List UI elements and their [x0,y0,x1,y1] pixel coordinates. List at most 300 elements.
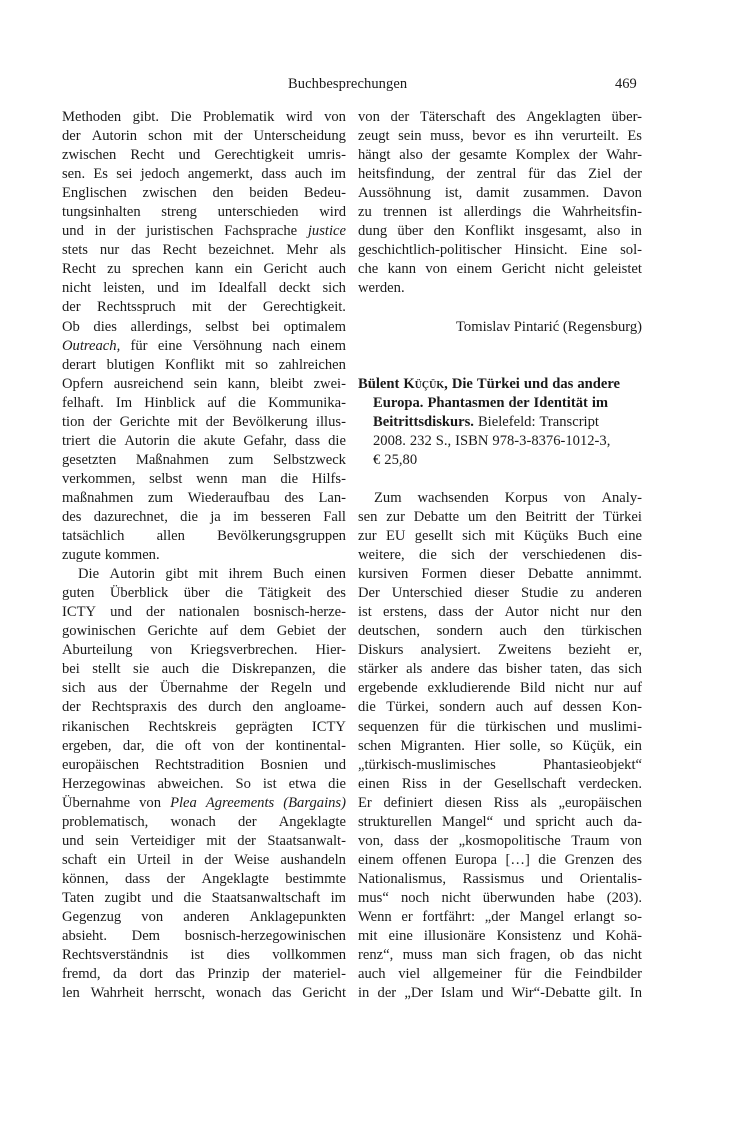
text-line [358,527,642,546]
word: hängt [358,147,391,164]
word: ist [438,204,453,221]
word: Fall [323,508,346,525]
word: nur [99,242,120,259]
word: den [212,185,234,202]
review-heading-line [358,394,642,413]
text-line [62,756,346,775]
word: bleibt [269,375,304,392]
text-line [62,737,346,756]
text-line [358,241,642,260]
word: sich [322,280,346,297]
text-line [62,241,346,260]
word: ist [190,947,205,964]
word: selbst [205,318,239,335]
word: eine [617,528,642,545]
word: der [463,775,482,792]
word: also [399,147,423,164]
word: durch [208,699,242,716]
word: von [324,109,346,125]
word: Riss [401,775,428,792]
text-line [358,622,642,641]
word: Der [358,585,380,602]
word: der [489,547,508,564]
word: Gesellschaft [493,775,567,792]
word: ist, [444,185,463,202]
word: kann, [227,375,260,392]
word: der [508,394,530,411]
word: bosnisch-herzegowinischen [184,928,346,945]
word: die [183,889,202,906]
word: zwei- [313,375,346,392]
word: zwischen [142,185,197,202]
word: im [330,166,346,183]
word: die [456,718,475,735]
word: Idealfall [218,280,267,297]
word: sol- [620,242,642,259]
word: von [563,489,586,506]
text-line [62,222,346,241]
word: So [235,775,251,792]
word: Methoden [62,109,122,125]
word: EU [385,528,406,545]
word: die [238,394,257,411]
word: Regeln [270,680,312,697]
word: wird [285,109,313,125]
word: zahlreichen [278,356,346,373]
review-heading-line [358,413,642,432]
word: verschiedenen [522,547,606,564]
text-line [62,718,346,737]
word: ICTY [62,604,97,621]
text-line [358,165,642,184]
word: wird [319,204,346,221]
word: ein [107,851,126,868]
word: verdecken. [578,775,642,792]
text-line [62,127,346,146]
word: dass [125,870,151,887]
word: der [237,832,256,849]
word: im [190,280,207,297]
word: Hier [474,737,501,754]
word: Phantasmen [427,394,505,411]
word: Im [115,394,133,411]
word: die [180,508,198,525]
review-heading-line [358,432,642,451]
word: bei [62,661,80,678]
word: ein [624,737,642,754]
word: mit [192,299,212,316]
word: man [241,470,267,487]
word: der [129,680,148,697]
word: Bülent [358,375,400,392]
word: Urteil [136,851,171,868]
word: der [223,128,243,145]
word: Aussöhnung [358,185,431,202]
review-heading-line [358,375,642,394]
word: Anklagepunkten [249,908,346,925]
text-line [358,127,642,146]
word: […] [505,851,530,868]
word: „türkisch-muslimisches [358,756,496,773]
word: allen [156,528,185,545]
word: In [629,985,642,1002]
word: spricht [535,813,576,830]
word: zwischen [62,147,117,164]
word: Buch [273,566,304,583]
text-line [358,908,642,927]
word: nicht [612,947,642,964]
word: von [620,832,642,849]
word: die [328,432,346,449]
word: sein [398,128,422,145]
word: weitere, [358,547,405,564]
word: die [201,661,220,678]
word: das [478,661,498,678]
word: über [183,585,210,602]
word: Opfern [62,375,104,392]
word: nationalen [178,604,240,621]
word: Angeklagte [278,813,346,830]
word: abweichen. [157,775,224,792]
word: der [623,166,642,183]
text-line [62,565,346,584]
word: ausreichend [113,375,184,392]
text-line [358,565,642,584]
word: sich [476,947,501,964]
word: als [406,661,423,678]
text-line [358,679,642,698]
word: schen [358,737,392,754]
word: nicht [441,889,471,906]
word: Zum [374,489,402,506]
word: Unterscheidung [253,128,346,145]
text-line [62,508,346,527]
word: analysiert. [420,642,481,659]
word: ja [210,508,221,525]
word: zeugt [358,128,390,145]
word: stärker [358,661,398,678]
word: vollkommen [272,947,346,964]
word: gibt. [132,109,160,125]
word: Migranten. [400,737,465,754]
word: das [131,242,151,259]
word: dem [239,623,265,640]
word: dass [438,604,464,621]
word: dazurechnet, [93,508,168,525]
word: auch [318,261,346,278]
word: 2008. [373,432,406,449]
word: mus“ [358,889,389,906]
text-line [358,184,642,203]
word: deutschen, [358,623,421,640]
word: schon [148,128,183,145]
word: Rassismus [462,870,525,887]
word: ergeben, [62,737,112,754]
word: Autor [504,604,539,621]
word: Beitritt [525,508,567,525]
word: Angeklagte [201,870,269,887]
word: Europa [454,851,498,868]
word: nur [594,680,614,697]
word: definiert [383,794,433,811]
word: Transcript [539,413,599,430]
text-line [62,984,346,1003]
word: felhaft. [62,394,104,411]
word: der [262,966,281,983]
word: Islam [440,985,474,1002]
word: Gebiet [276,623,316,640]
text-line [62,698,346,717]
word: europäischen [62,756,139,773]
word: und [556,718,579,735]
word: der [204,851,223,868]
word: Bevölkerungsgruppen [217,528,346,545]
word: im [233,508,249,525]
word: mit [225,356,245,373]
word: ob [559,947,575,964]
word: schaft [62,851,97,868]
word: ist [358,604,372,621]
word: Mangel“ [442,813,494,830]
word: über [397,223,424,240]
text-line [62,546,346,565]
word: Rechtskreis [148,718,217,735]
word: und [540,870,563,887]
blank-line [358,470,642,489]
word: Eine [580,242,608,259]
text-line [358,718,642,737]
word: zum [147,489,174,506]
word: Fachsprache [224,223,298,240]
word: angemerkt, [187,166,254,183]
word: heitsfindung, [358,166,435,183]
signature-text: Tomislav Pintarić (Regensburg) [456,318,642,335]
text-line [62,794,346,813]
word: also [596,223,621,240]
word: ihrem [228,566,263,583]
word: da [113,966,127,983]
word: der [474,604,494,621]
word: das [556,166,577,183]
word: deckt [278,280,311,297]
word: Mangel [519,908,565,925]
word: Hier- [315,642,346,659]
word: der [62,128,81,145]
word: der [575,508,595,525]
word: Versöhnung [192,337,263,354]
word: Recht [130,147,165,164]
word: die [98,432,117,449]
word: Orientalis- [579,870,642,887]
word: er [401,908,413,925]
word: juristischen [146,223,214,240]
text-line [358,737,642,756]
word: rikanischen [62,718,130,735]
word: einem [358,851,394,868]
text-line [62,356,346,375]
word: Küçüks [523,528,569,545]
word: selbst [149,470,183,487]
word: insgesamt, [524,223,587,240]
word: (Bargains) [283,794,346,811]
word: „kosmopolitische [458,832,561,849]
word: stellt [92,661,121,678]
word: Bosnien [260,756,309,773]
word: Rechtsspruch [97,299,176,316]
word: als [530,794,547,811]
word: von [139,794,162,811]
text-line [62,489,346,508]
text-line [62,318,346,337]
word: sein [95,832,119,849]
word: für [514,966,532,983]
text-line [358,946,642,965]
word: € [373,451,381,468]
word: Die [78,566,100,583]
review-heading-line [358,451,642,470]
word: der [245,737,265,754]
word: dies [93,318,117,335]
word: umris- [307,147,346,164]
word: trennen [383,204,428,221]
word: Phantasieobjekt“ [543,756,642,773]
text-line [358,660,642,679]
word: einem [456,261,493,278]
word: als [329,242,346,259]
word: Prinzip [207,966,250,983]
word: tungsinhalten [62,204,141,221]
word: Türkei [603,508,642,525]
word: des [326,585,346,602]
word: bisher [505,661,542,678]
word: S., [435,432,452,449]
word: von [425,261,448,278]
word: der [390,109,410,125]
word: Zweitens [497,642,552,659]
text-line [62,375,346,394]
word: blutigen [106,356,155,373]
word: viel [398,966,421,983]
word: dort [139,966,163,983]
word: aus [97,680,118,697]
word: sequenzen [358,718,419,735]
word: anderen [595,585,642,602]
word: der [116,223,136,240]
word: damit [476,185,510,202]
word: aushandeln [280,851,346,868]
word: „der [484,908,510,925]
word: sich [62,680,86,697]
word: maßnahmen [62,489,134,506]
word: und [572,928,595,945]
word: Es [627,128,642,145]
word: 25,80 [384,451,418,468]
word: Riss [493,794,519,811]
word: sich [618,661,642,678]
word: Agreements [205,794,275,811]
word: zur [386,508,405,525]
word: der [146,604,165,621]
text-line [358,775,642,794]
word: in [439,775,451,792]
word: auf [207,394,227,411]
text-line [358,489,642,508]
word: und [523,375,549,392]
word: Plea [170,794,197,811]
text-line [62,622,346,641]
word: der [327,623,346,640]
word: Unterschied [391,585,463,602]
text-line [358,813,642,832]
word: des [284,489,304,506]
word: Gerechtigkeit [214,147,294,164]
word: Türkei, [386,699,429,716]
text-line [358,203,642,222]
word: Nationalismus, [358,870,446,887]
text-line [358,546,642,565]
word: Analy- [601,489,642,506]
word: Debatte [413,508,460,525]
word: zugute [62,547,101,564]
word: dessen [562,699,602,716]
word: sei [116,166,133,183]
word: Wahrheitsfin- [562,204,642,221]
word: sen. [62,166,86,183]
word: den [620,604,642,621]
word: und [110,604,132,621]
word: nur [590,604,610,621]
word: Davon [603,185,642,202]
word: für [528,166,546,183]
word: Gegenzug [62,908,122,925]
word: anderen [183,908,230,925]
word: nach [272,337,300,354]
word: erlangt [573,908,615,925]
word: Mehr [286,242,318,259]
word: der [92,413,112,430]
word: oft [184,737,202,754]
word: die [358,699,376,716]
word: jedoch [140,166,180,183]
text-line [358,698,642,717]
reviewer-signature [358,318,642,337]
word: einen [314,566,346,583]
word: Tätigkeit [258,585,312,602]
text-line [62,337,346,356]
word: muss [402,947,433,964]
word: zugibt [104,889,141,906]
word: bezieht [568,642,611,659]
word: das [552,375,574,392]
word: offenen [402,851,447,868]
word: den [543,623,565,640]
word: die [155,737,174,754]
word: triert [62,432,91,449]
word: Wenn [358,908,392,925]
word: len [62,985,80,1002]
word: auch [358,966,386,983]
word: des [62,508,82,525]
text-line [62,394,346,413]
word: Formen [421,566,467,583]
word: gesamte [458,147,507,164]
word: zu [570,585,584,602]
text-line [62,584,346,603]
text-line [358,222,642,241]
word: Herzegowinas [62,775,146,792]
word: eine [157,337,183,354]
word: Staatsanwalt- [267,832,346,849]
